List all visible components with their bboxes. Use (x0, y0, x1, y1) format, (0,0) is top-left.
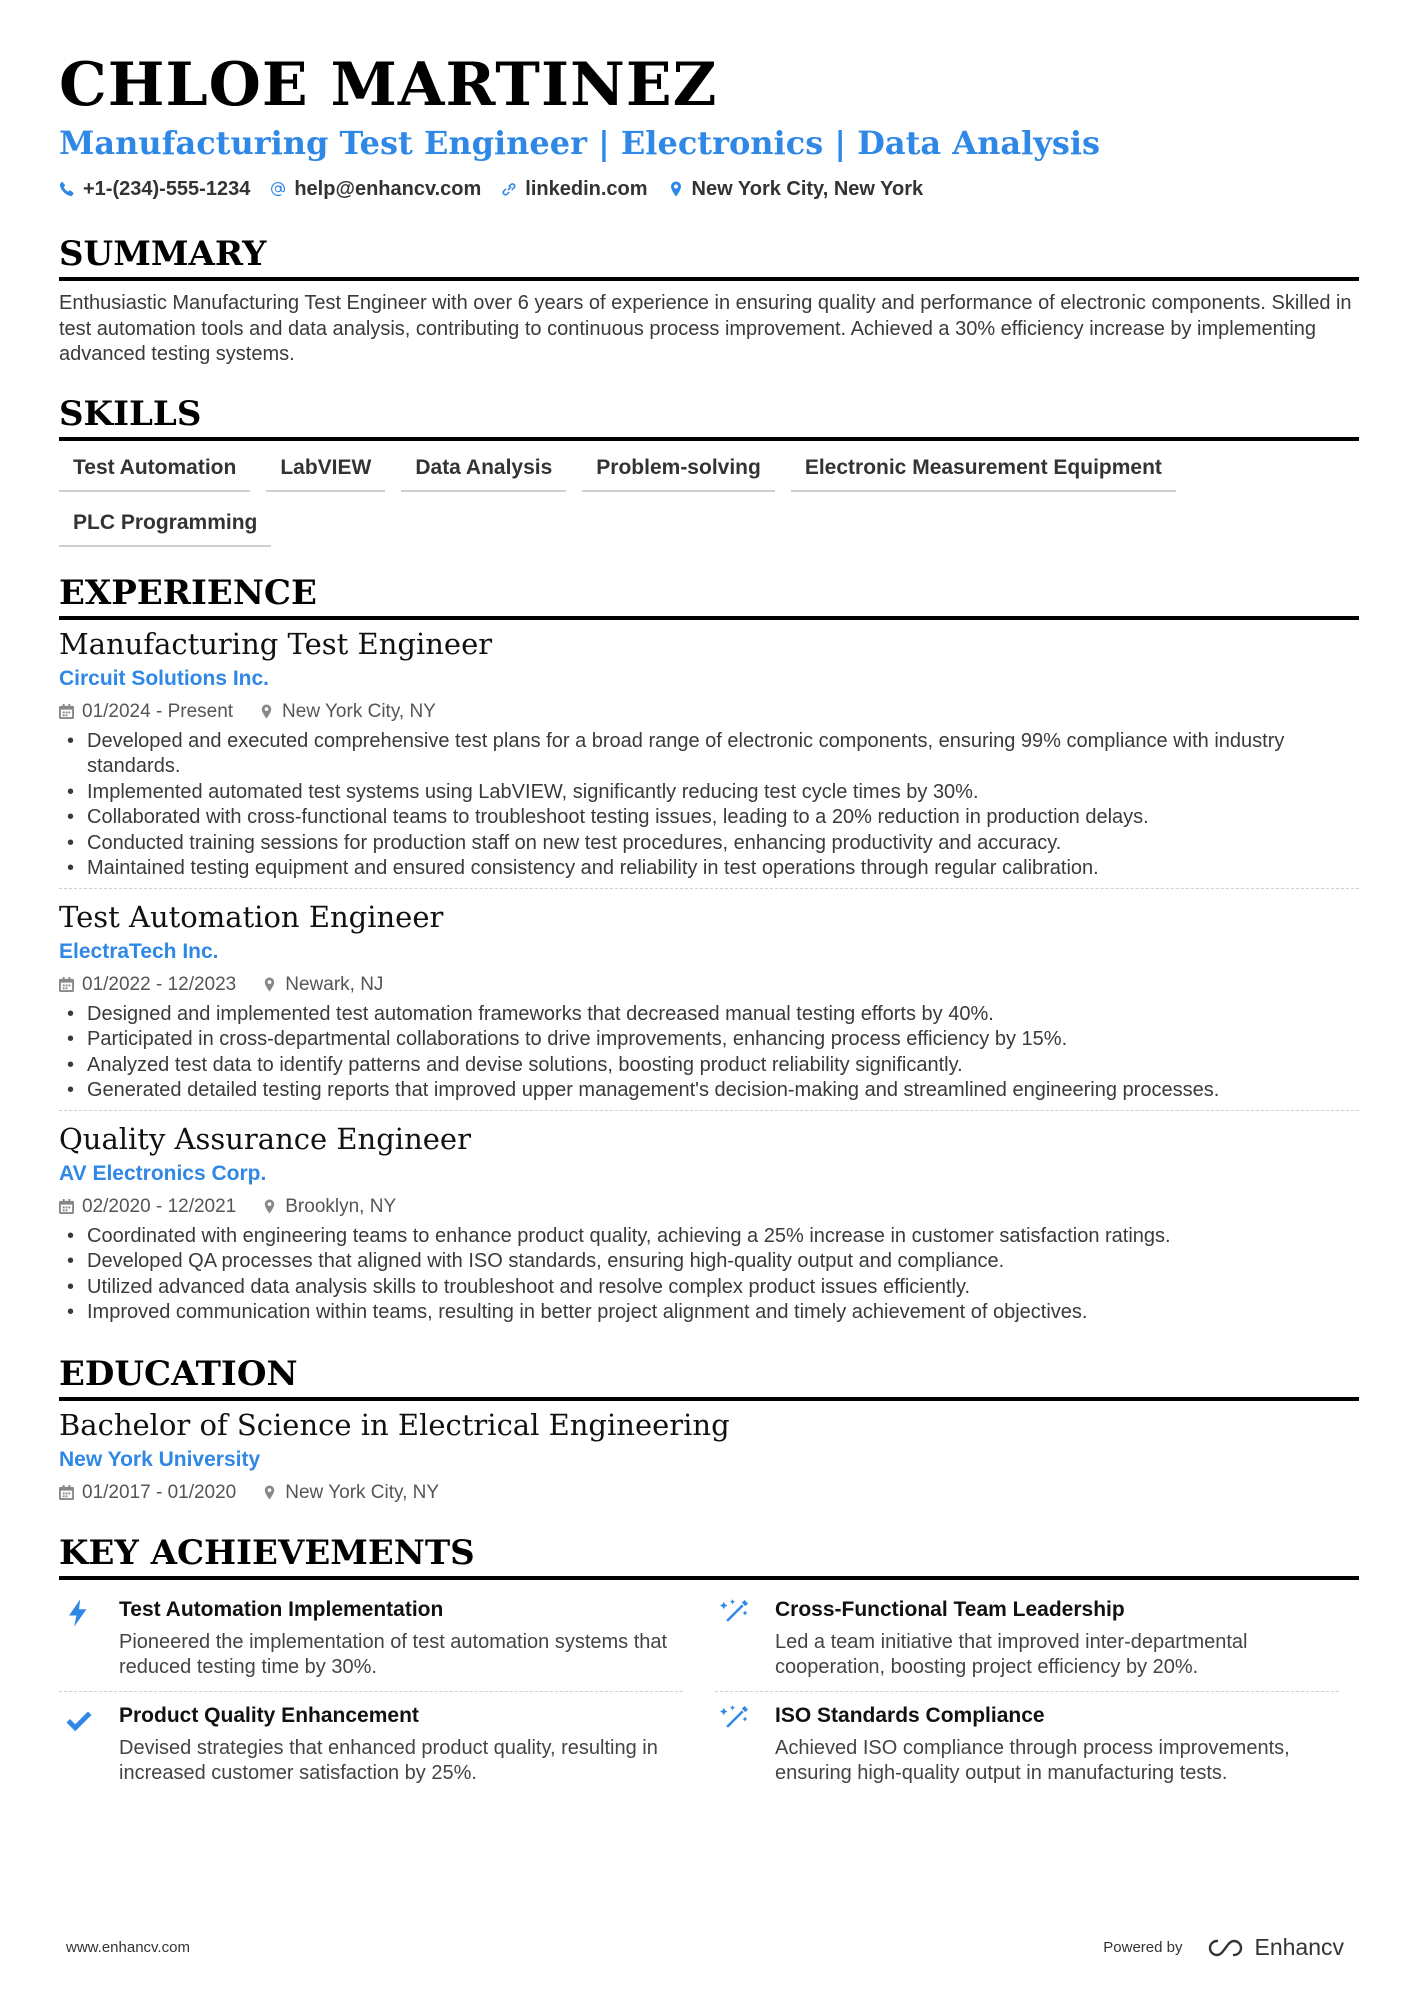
footer-branding (1103, 1934, 1344, 1961)
calendar-icon (59, 704, 74, 719)
education-heading: EDUCATION (59, 1354, 1359, 1401)
skill-tag: Test Automation (59, 451, 250, 492)
company-name: Circuit Solutions Inc. (59, 666, 270, 690)
summary-section (59, 234, 1359, 368)
bullet-item: • Collaborated with cross-functional teams to troubleshoot testing issues, leading to a 20% reduction in production delays. (59, 805, 1359, 831)
job-location-text: New York City, NY (282, 700, 436, 722)
achievement-desc: Devised strategies that enhanced product quality, resulting in increased customer satisfaction by 25%. (119, 1736, 658, 1784)
brand-name: Enhancv (1254, 1934, 1344, 1960)
skill-tag: PLC Programming (59, 506, 271, 547)
job-bullets (59, 729, 1359, 882)
skill-tag: Data Analysis (401, 451, 566, 492)
job-entry (59, 888, 1359, 1110)
map-pin-icon (262, 1199, 277, 1214)
achievement-title: Cross-Functional Team Leadership (775, 1597, 1125, 1621)
job-dates-text: 01/2024 - Present (82, 700, 234, 722)
checkmark-icon (64, 1704, 94, 1734)
bullet-item: • Designed and implemented test automation frameworks that decreased manual testing efforts by 40%. (59, 1002, 1359, 1028)
phone-icon (59, 181, 75, 197)
contact-linkedin-text: linkedin.com (525, 177, 648, 200)
education-location (262, 1479, 439, 1507)
job-meta (59, 698, 1359, 726)
page-footer (66, 1934, 1344, 1961)
school-name: New York University (59, 1447, 261, 1471)
job-location-text: Newark, NJ (285, 973, 384, 995)
education-meta (59, 1479, 1359, 1507)
job-bullets (59, 1224, 1359, 1326)
education-section (59, 1354, 1359, 1513)
brand-logo[interactable] (1206, 1934, 1344, 1961)
skills-list (59, 451, 1339, 547)
company-name: AV Electronics Corp. (59, 1161, 267, 1185)
experience-section (59, 573, 1359, 1332)
achievement-desc: Led a team initiative that improved inter-departmental cooperation, boosting project efficiency by 20%. (775, 1630, 1248, 1678)
bullet-item: • Coordinated with engineering teams to enhance product quality, achieving a 25% increase in customer satisfaction ratings. (59, 1224, 1359, 1250)
job-location (262, 1193, 396, 1221)
contact-phone[interactable] (59, 178, 250, 201)
contact-linkedin[interactable] (501, 178, 647, 201)
degree-title: Bachelor of Science in Electrical Engineering (59, 1407, 730, 1442)
job-bullets (59, 1002, 1359, 1104)
bullet-item: • Participated in cross-departmental collaborations to drive improvements, enhancing process efficiency by 15%. (59, 1027, 1359, 1053)
bullet-item: • Utilized advanced data analysis skills to troubleshoot and resolve complex product issues efficiently. (59, 1275, 1359, 1301)
job-title: Manufacturing Test Engineer (59, 626, 493, 661)
link-icon (501, 181, 517, 197)
job-entry (59, 1110, 1359, 1332)
skill-tag: Electronic Measurement Equipment (791, 451, 1176, 492)
experience-heading: EXPERIENCE (59, 573, 1359, 620)
job-dates (59, 698, 233, 726)
job-dates-text: 02/2020 - 12/2021 (82, 1195, 237, 1217)
job-entry (59, 626, 1359, 888)
education-dates-text: 01/2017 - 01/2020 (82, 1481, 237, 1503)
map-pin-icon (262, 1485, 277, 1500)
education-location-text: New York City, NY (285, 1481, 440, 1503)
achievements-heading: KEY ACHIEVEMENTS (59, 1533, 1359, 1580)
bullet-item: • Generated detailed testing reports that improved upper management's decision-making and streamlined engineering processes. (59, 1078, 1359, 1104)
job-location (259, 698, 436, 726)
calendar-icon (59, 1199, 74, 1214)
company-name: ElectraTech Inc. (59, 939, 219, 963)
achievement-desc: Pioneered the implementation of test automation systems that reduced testing time by 30%. (119, 1630, 668, 1678)
map-pin-icon (262, 977, 277, 992)
summary-heading: SUMMARY (59, 234, 1359, 281)
job-title: Quality Assurance Engineer (59, 1121, 471, 1156)
job-meta (59, 971, 1359, 999)
contact-bar (59, 174, 1359, 204)
achievement-title: ISO Standards Compliance (775, 1703, 1045, 1727)
skills-section (59, 394, 1359, 547)
contact-location-text: New York City, New York (691, 177, 924, 200)
achievements-section (59, 1533, 1359, 1797)
achievement-desc: Achieved ISO compliance through process improvements, ensuring high-quality output in manufacturing tests. (775, 1736, 1290, 1784)
enhancv-logo-icon (1206, 1937, 1246, 1959)
bullet-item: • Analyzed test data to identify patterns and devise solutions, boosting product reliability significantly. (59, 1053, 1359, 1079)
candidate-name: CHLOE MARTINEZ (59, 50, 718, 120)
achievement-item (715, 1692, 1339, 1797)
contact-email-text: help@enhancv.com (294, 177, 482, 200)
contact-phone-text: +1-(234)-555-1234 (83, 177, 251, 200)
education-dates (59, 1479, 236, 1507)
at-sign-icon (270, 181, 286, 197)
magic-wand-icon (720, 1704, 750, 1734)
contact-email[interactable] (270, 178, 481, 201)
job-dates-text: 01/2022 - 12/2023 (82, 973, 237, 995)
skill-tag: LabVIEW (266, 451, 385, 492)
resume-page (59, 0, 1359, 1797)
job-location (262, 971, 383, 999)
footer-url[interactable]: www.enhancv.com (66, 1939, 190, 1956)
map-pin-icon (259, 704, 274, 719)
summary-text: Enthusiastic Manufacturing Test Engineer with over 6 years of experience in ensuring quality and performance of electronic components. Skilled in test automation tools and data analysis, contributing to continuous process improvement. Achieved a 30% efficiency increase by implementing advanced testing systems. (59, 292, 1352, 365)
job-meta (59, 1193, 1359, 1221)
education-entry (59, 1407, 1359, 1513)
magic-wand-icon (720, 1598, 750, 1628)
job-location-text: Brooklyn, NY (285, 1195, 397, 1217)
map-pin-icon (668, 181, 684, 197)
job-dates (59, 1193, 236, 1221)
achievement-title: Product Quality Enhancement (119, 1703, 419, 1727)
calendar-icon (59, 1485, 74, 1500)
candidate-headline: Manufacturing Test Engineer | Electronics | Data Analysis (59, 124, 1101, 162)
achievement-item (59, 1692, 683, 1797)
calendar-icon (59, 977, 74, 992)
powered-by-label: Powered by (1103, 1939, 1183, 1956)
skills-heading: SKILLS (59, 394, 1359, 441)
contact-location (668, 178, 924, 201)
job-dates (59, 971, 236, 999)
bullet-item: • Implemented automated test systems using LabVIEW, significantly reducing test cycle times by 30%. (59, 780, 1359, 806)
bullet-item: • Developed QA processes that aligned with ISO standards, ensuring high-quality output and compliance. (59, 1249, 1359, 1275)
bullet-item: • Improved communication within teams, resulting in better project alignment and timely achievement of objectives. (59, 1300, 1359, 1326)
bullet-item: • Maintained testing equipment and ensured consistency and reliability in test operations through regular calibration. (59, 856, 1359, 882)
job-title: Test Automation Engineer (59, 899, 444, 934)
bullet-item: • Conducted training sessions for production staff on new test procedures, enhancing productivity and accuracy. (59, 831, 1359, 857)
achievements-grid (59, 1586, 1359, 1797)
achievement-item (715, 1586, 1339, 1692)
skill-tag: Problem-solving (582, 451, 775, 492)
achievement-item (59, 1586, 683, 1692)
lightning-bolt-icon (64, 1598, 94, 1628)
bullet-item: • Developed and executed comprehensive test plans for a broad range of electronic components, ensuring 99% compliance with industry standards. (59, 729, 1359, 780)
achievement-title: Test Automation Implementation (119, 1597, 444, 1621)
